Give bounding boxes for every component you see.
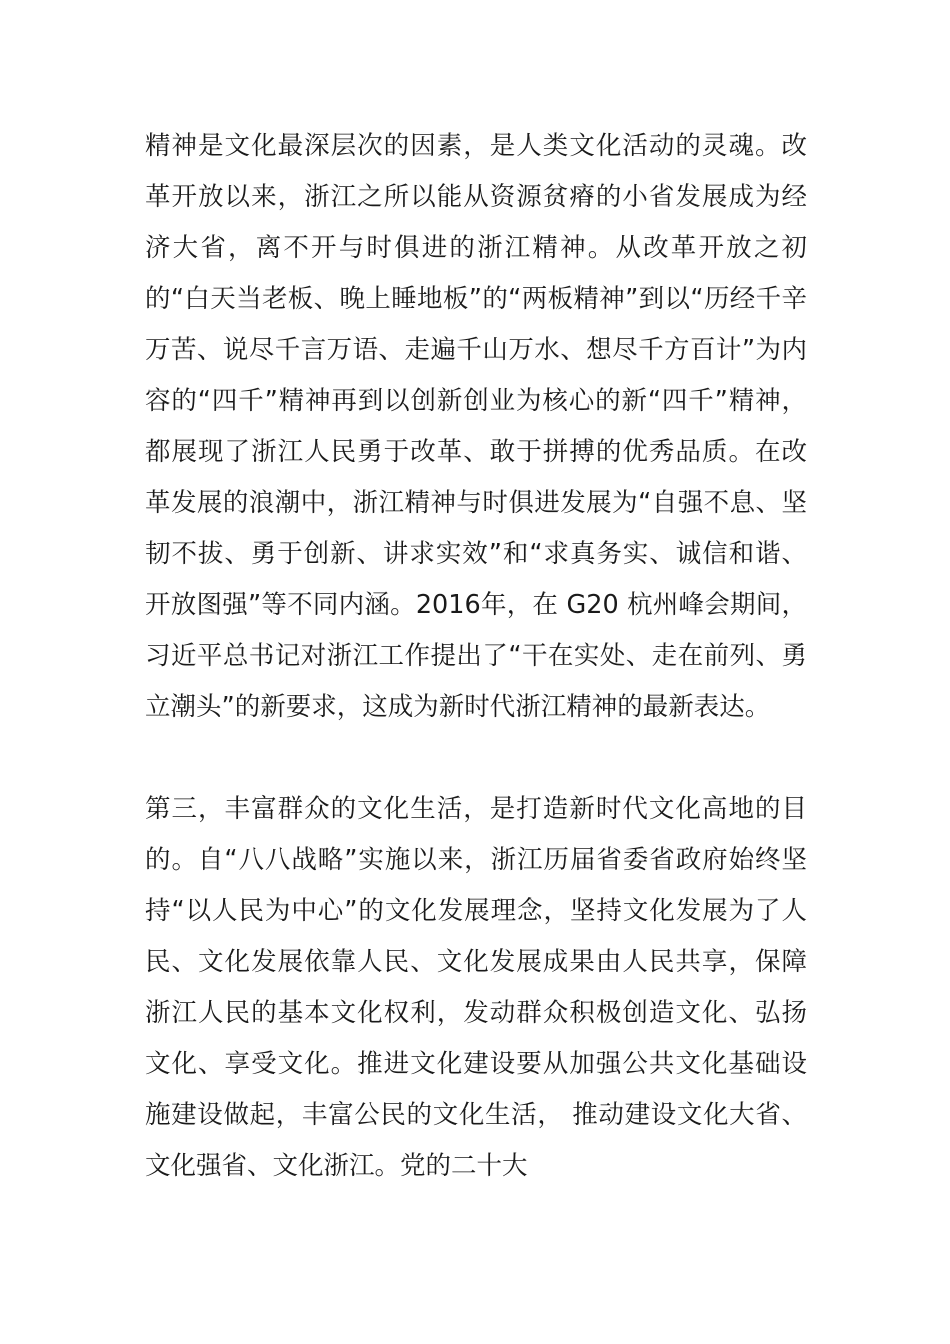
paragraph-cultural-life: 第三，丰富群众的文化生活，是打造新时代文化高地的目的。自“八八战略”实施以来，浙江历届省委省政府始终坚持“以人民为中心”的文化发展理念，坚持文化发展为了人民、文化发展依靠人民、文化发展成果由人民共享，保障浙江人民的基本文化权利，发动群众积极创造文化、弘扬文化、享受文化。推进文化建设要从加强公共文化基础设施建设做起，丰富公民的文化生活， 推动建设文化大省、文化强省、文化浙江。党的二十大 — [145, 794, 807, 1181]
document-body — [145, 121, 807, 1192]
paragraph-zhejiang-spirit: 精神是文化最深层次的因素，是人类文化活动的灵魂。改革开放以来，浙江之所以能从资源贫瘠的小省发展成为经济大省，离不开与时俱进的浙江精神。从改革开放之初的“白天当老板、晚上睡地板”的“两板精神”到以“历经千辛万苦、说尽千言万语、走遍千山万水、想尽千方百计”为内容的“四千”精神再到以创新创业为核心的新“四千”精神，都展现了浙江人民勇于改革、敢于拼搏的优秀品质。在改革发展的浪潮中，浙江精神与时俱进发展为“自强不息、坚韧不拔、勇于创新、讲求实效”和“求真务实、诚信和谐、开放图强”等不同内涵。2016年，在 G20 杭州峰会期间，习近平总书记对浙江工作提出了“干在实处、走在前列、勇立潮头”的新要求，这成为新时代浙江精神的最新表达。 — [145, 131, 807, 722]
